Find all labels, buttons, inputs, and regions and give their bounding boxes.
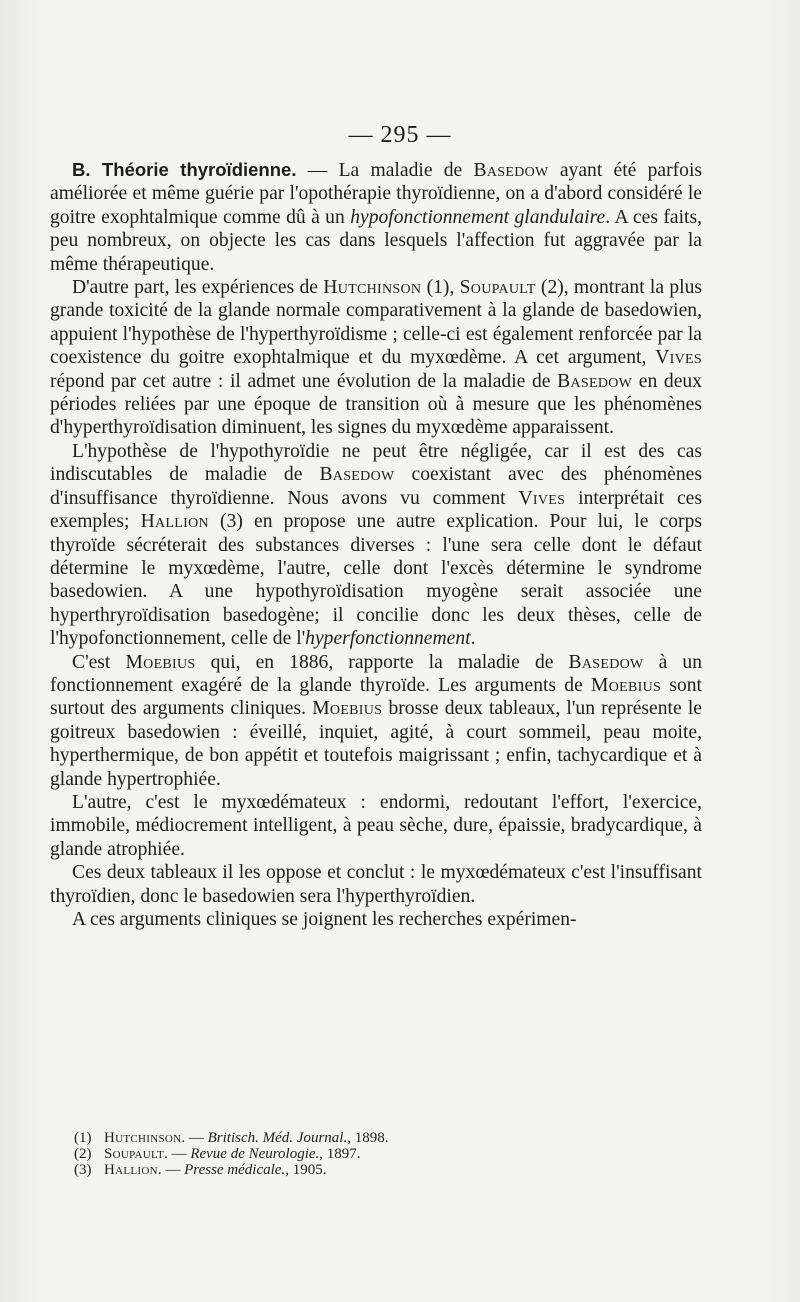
author-name: Moebius xyxy=(591,674,662,696)
section-heading: B. Théorie thyroïdienne. xyxy=(72,159,297,180)
footnote: (3) Hallion. — Presse médicale., 1905. xyxy=(74,1162,327,1178)
paragraph-conclusion: Ces deux tableaux il les oppose et conclut : le myxœdémateux c'est l'insuffisant thyroïdien, donc le basedowien sera l'hyperthyroïdien. xyxy=(50,862,702,907)
footnotes xyxy=(74,1130,674,1178)
footnote: (1) Hutchinson. — Britisch. Méd. Journal., 1898. xyxy=(74,1130,389,1146)
author-name: Moebius xyxy=(125,651,196,673)
author-name: Basedow xyxy=(473,160,549,181)
author-name: Moebius xyxy=(312,698,383,720)
paragraph-myxoedemateux: L'autre, c'est le myxœdémateux : endormi, redoutant l'effort, l'exercice, immobile, médiocrement intelligent, à peau sèche, dure, épaissie, bradycardique, à glande atrophiée. xyxy=(50,791,702,860)
author-name: Basedow xyxy=(319,464,395,486)
page-number: — 295 — xyxy=(348,122,452,148)
body-text xyxy=(50,158,702,931)
footnote: (2) Soupault. — Revue de Neurologie., 1897. xyxy=(74,1146,361,1162)
paragraph-theory: B. Théorie thyroïdienne. — La maladie de Basedow ayant été parfois améliorée et même guérie par l'opothérapie thyroïdienne, on a d'abord considéré le goitre exophtalmique comme dû à un hypofonctionnement glandulaire. A ces faits, peu nombreux, on objecte les cas dans lesquels l'affection fut aggravée par la même thérapeutique. xyxy=(50,159,703,275)
author-name: Vives xyxy=(655,347,702,369)
author-name: Basedow xyxy=(557,370,633,392)
author-name: Hallion xyxy=(140,511,209,533)
author-name: Vives xyxy=(518,487,566,509)
emphasis: hyperfonctionnement xyxy=(305,628,471,650)
author-name: Soupault xyxy=(459,277,536,299)
paragraph-hypothyroidie: L'hypothèse de l'hypothyroïdie ne peut être négligée, car il est des cas indiscutables de maladie de Basedow coexistant avec des phénomènes d'insuffisance thyroïdienne. Nous avons vu comment Vives interprétait ces exemples; Hallion (3) en propose une autre explication. Pour lui, le corps thyroïde sécréterait des substances diverses : l'une sera celle dont le défaut détermine le myxœdème, l'autre, celle dont l'excès détermine le syndrome basedowien. A une hypothyroïdisation myogène serait associée une hyperthryroïdisation basedogène; il concilie donc les deux thèses, celle de l'hypofonctionnement, celle de l'hyperfonctionnement. xyxy=(50,440,702,650)
paragraph-experiments: D'autre part, les expériences de Hutchinson (1), Soupault (2), montrant la plus grande toxicité de la glande normale comparativement à la glande de basedowien, appuient l'hypothèse de l'hyperthyroïdisme ; celle-ci est également renforcée par la coexistence du goitre exophtalmique et du myxœdème. A cet argument, Vives répond par cet autre : il admet une évolution de la maladie de Basedow en deux périodes reliées par une époque de transition où à mesure que les phénomènes d'hyperthyroïdisation diminuent, les signes du myxœdème apparaissent. xyxy=(50,277,703,439)
paragraph-experimental: A ces arguments cliniques se joignent les recherches expérimen- xyxy=(72,909,577,930)
emphasis: hypofonctionnement glandulaire xyxy=(350,206,606,228)
paragraph-moebius: C'est Moebius qui, en 1886, rapporte la maladie de Basedow à un fonctionnement exagéré de la glande thyroïde. Les arguments de Moebius sont surtout des arguments cliniques. Moebius brosse deux tableaux, l'un représente le goitreux basedowien : éveillé, inquiet, agité, à court sommeil, peau moite, hyperthermique, de bon appétit et toutefois maigrissant ; enfin, tachycardique et à glande hypertrophiée. xyxy=(50,651,703,790)
author-name: Hutchinson xyxy=(323,277,422,299)
author-name: Basedow xyxy=(568,651,644,673)
